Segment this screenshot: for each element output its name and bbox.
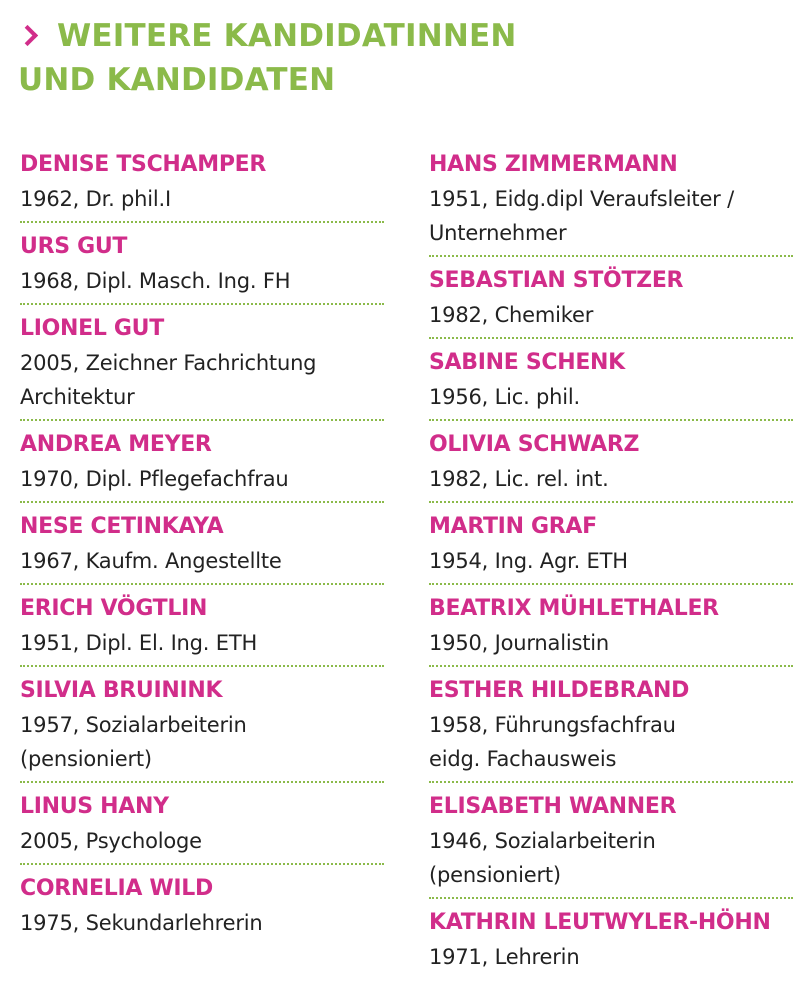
candidate-entry (429, 674, 793, 783)
page-title-line-1: WEITERE KANDIDATINNEN (57, 18, 517, 54)
candidate-detail: 1962, Dr. phil.I (20, 187, 171, 211)
candidate-name: ELISABETH WANNER (429, 794, 677, 819)
candidate-detail: 1970, Dipl. Pflegefachfrau (20, 467, 289, 491)
page-title-line-2: UND KANDIDATEN (18, 62, 336, 98)
candidate-detail: 1968, Dipl. Masch. Ing. FH (20, 269, 291, 293)
candidate-detail: 1982, Chemiker (429, 303, 594, 327)
candidate-name: SEBASTIAN STÖTZER (429, 268, 684, 293)
candidate-name: LINUS HANY (20, 794, 169, 819)
candidate-detail: 1950, Journalistin (429, 631, 609, 655)
candidate-entry (20, 790, 384, 865)
candidate-name: LIONEL GUT (20, 316, 164, 341)
candidate-name: ESTHER HILDEBRAND (429, 678, 690, 703)
candidate-entry (20, 312, 384, 421)
candidate-entry (20, 674, 384, 783)
candidate-name: CORNELIA WILD (20, 876, 213, 901)
candidate-entry (429, 264, 793, 339)
candidate-entry (20, 428, 384, 503)
candidate-list-right (429, 148, 793, 986)
candidate-detail: 1967, Kaufm. Angestellte (20, 549, 282, 573)
candidate-detail: 2005, Psychologe (20, 829, 202, 853)
candidate-name: DENISE TSCHAMPER (20, 152, 267, 177)
candidate-entry (429, 148, 793, 257)
header-line-2 (18, 58, 788, 102)
candidate-detail: 1954, Ing. Agr. ETH (429, 549, 628, 573)
candidate-entry (429, 510, 793, 585)
candidate-detail: 1958, Führungsfachfrau eidg. Fachausweis (429, 713, 676, 771)
candidate-detail: 1982, Lic. rel. int. (429, 467, 609, 491)
candidate-entry (20, 592, 384, 667)
header-line-1 (18, 14, 788, 58)
chevron-right-icon (17, 24, 38, 45)
candidate-detail: 1957, Sozialarbeiterin (pensioniert) (20, 713, 247, 771)
candidate-entry (429, 906, 793, 979)
candidate-name: KATHRIN LEUTWYLER-HÖHN (429, 910, 771, 935)
candidate-detail: 1951, Dipl. El. Ing. ETH (20, 631, 258, 655)
candidate-entry (429, 346, 793, 421)
candidate-list-left (20, 148, 384, 952)
candidate-name: SABINE SCHENK (429, 350, 625, 375)
candidate-detail: 1971, Lehrerin (429, 945, 580, 969)
candidate-name: BEATRIX MÜHLETHALER (429, 596, 719, 621)
candidate-detail: 1956, Lic. phil. (429, 385, 581, 409)
candidate-detail: 1951, Eidg.dipl Veraufsleiter / Unternehmer (429, 187, 734, 245)
candidate-name: NESE CETINKAYA (20, 514, 224, 539)
candidate-name: URS GUT (20, 234, 128, 259)
candidate-entry (429, 790, 793, 899)
candidate-name: ERICH VÖGTLIN (20, 596, 208, 621)
candidate-entry (20, 148, 384, 223)
candidate-entry (429, 428, 793, 503)
candidate-entry (20, 230, 384, 305)
candidate-entry (20, 872, 384, 945)
candidate-name: MARTIN GRAF (429, 514, 597, 539)
candidate-detail: 2005, Zeichner Fachrichtung Architektur (20, 351, 317, 409)
candidate-name: ANDREA MEYER (20, 432, 212, 457)
candidate-detail: 1946, Sozialarbeiterin (pensioniert) (429, 829, 656, 887)
candidate-entry (429, 592, 793, 667)
candidate-detail: 1975, Sekundarlehrerin (20, 911, 263, 935)
candidate-entry (20, 510, 384, 585)
page-header (18, 14, 788, 102)
candidate-name: SILVIA BRUININK (20, 678, 223, 703)
candidate-name: OLIVIA SCHWARZ (429, 432, 640, 457)
candidate-name: HANS ZIMMERMANN (429, 152, 678, 177)
